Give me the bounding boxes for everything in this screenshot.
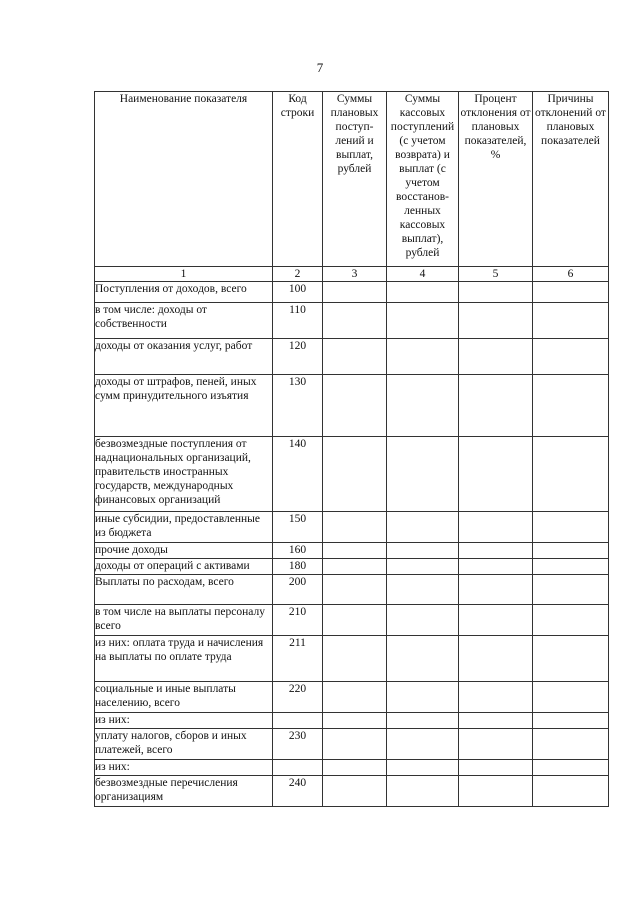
cell-reason (533, 543, 609, 559)
row-name: доходы от штрафов, пеней, иных сумм принудительного изъятия (95, 375, 273, 437)
cell-percent (459, 636, 533, 682)
column-number: 5 (459, 267, 533, 282)
row-code: 120 (273, 339, 323, 375)
cell-cash (387, 375, 459, 437)
cell-cash (387, 636, 459, 682)
header-cash: Суммы кассовых поступлений (с учетом возврата) и выплат (с учетом восстанов-ленных кассовых выплат), рублей (387, 92, 459, 267)
row-code: 200 (273, 575, 323, 605)
table-row (95, 776, 609, 807)
cell-cash (387, 575, 459, 605)
header-deviation-reason: Причины отклонений от плановых показателей (533, 92, 609, 267)
row-code: 160 (273, 543, 323, 559)
row-code: 100 (273, 282, 323, 303)
row-code (273, 760, 323, 776)
row-code: 140 (273, 437, 323, 512)
column-number: 6 (533, 267, 609, 282)
cell-percent (459, 339, 533, 375)
cell-reason (533, 729, 609, 760)
cell-percent (459, 375, 533, 437)
cell-planned (323, 339, 387, 375)
header-code: Код строки (273, 92, 323, 267)
row-name: доходы от оказания услуг, работ (95, 339, 273, 375)
row-code (273, 713, 323, 729)
row-name: из них: оплата труда и начисления на выплаты по оплате труда (95, 636, 273, 682)
cell-cash (387, 713, 459, 729)
row-name: из них: (95, 713, 273, 729)
cell-percent (459, 682, 533, 713)
cell-cash (387, 729, 459, 760)
cell-planned (323, 559, 387, 575)
cell-reason (533, 682, 609, 713)
table-row (95, 375, 609, 437)
cell-cash (387, 437, 459, 512)
cell-cash (387, 303, 459, 339)
table-row (95, 682, 609, 713)
cell-percent (459, 760, 533, 776)
cell-reason (533, 282, 609, 303)
row-code: 210 (273, 605, 323, 636)
row-name: прочие доходы (95, 543, 273, 559)
cell-planned (323, 512, 387, 543)
cell-planned (323, 729, 387, 760)
row-code: 130 (273, 375, 323, 437)
cell-reason (533, 713, 609, 729)
row-name: безвозмездные перечисления организациям (95, 776, 273, 807)
cell-planned (323, 303, 387, 339)
cell-reason (533, 760, 609, 776)
row-code: 220 (273, 682, 323, 713)
table-row (95, 636, 609, 682)
table-row (95, 605, 609, 636)
cell-cash (387, 682, 459, 713)
cell-planned (323, 575, 387, 605)
cell-cash (387, 512, 459, 543)
column-number: 2 (273, 267, 323, 282)
row-code: 240 (273, 776, 323, 807)
cell-planned (323, 776, 387, 807)
cell-planned (323, 282, 387, 303)
cell-percent (459, 303, 533, 339)
row-name: Поступления от доходов, всего (95, 282, 273, 303)
table-row (95, 575, 609, 605)
cell-planned (323, 543, 387, 559)
cell-reason (533, 776, 609, 807)
table-row (95, 303, 609, 339)
cell-reason (533, 559, 609, 575)
row-name: безвозмездные поступления от наднациональных организаций, правительств иностранных государств, международных финансовых организаций (95, 437, 273, 512)
column-number: 3 (323, 267, 387, 282)
cell-reason (533, 636, 609, 682)
row-name: из них: (95, 760, 273, 776)
table-row (95, 559, 609, 575)
cell-percent (459, 282, 533, 303)
cell-planned (323, 713, 387, 729)
cell-percent (459, 713, 533, 729)
table-row (95, 713, 609, 729)
cell-percent (459, 543, 533, 559)
table-row (95, 437, 609, 512)
cell-planned (323, 605, 387, 636)
cell-planned (323, 760, 387, 776)
header-row (95, 92, 609, 267)
row-code: 110 (273, 303, 323, 339)
row-name: в том числе на выплаты персоналу всего (95, 605, 273, 636)
column-number: 1 (95, 267, 273, 282)
cell-cash (387, 776, 459, 807)
cell-cash (387, 760, 459, 776)
cell-cash (387, 282, 459, 303)
cell-percent (459, 605, 533, 636)
row-name: иные субсидии, предоставленные из бюджета (95, 512, 273, 543)
cell-cash (387, 559, 459, 575)
row-code: 211 (273, 636, 323, 682)
row-name: доходы от операций с активами (95, 559, 273, 575)
column-number-row (95, 267, 609, 282)
cell-planned (323, 375, 387, 437)
cell-cash (387, 543, 459, 559)
header-deviation-percent: Процент отклонения от плановых показателей, % (459, 92, 533, 267)
cell-percent (459, 437, 533, 512)
report-table (94, 91, 609, 807)
row-name: в том числе: доходы от собственности (95, 303, 273, 339)
row-code: 230 (273, 729, 323, 760)
cell-planned (323, 636, 387, 682)
cell-planned (323, 682, 387, 713)
cell-percent (459, 559, 533, 575)
row-code: 180 (273, 559, 323, 575)
row-name: Выплаты по расходам, всего (95, 575, 273, 605)
row-code: 150 (273, 512, 323, 543)
header-name: Наименование показателя (95, 92, 273, 267)
table-row (95, 512, 609, 543)
header-planned: Суммы плановых поступ-лений и выплат, рублей (323, 92, 387, 267)
cell-reason (533, 375, 609, 437)
cell-reason (533, 575, 609, 605)
cell-percent (459, 729, 533, 760)
cell-reason (533, 339, 609, 375)
cell-reason (533, 437, 609, 512)
table-row (95, 282, 609, 303)
cell-percent (459, 776, 533, 807)
table-row (95, 729, 609, 760)
cell-reason (533, 605, 609, 636)
cell-cash (387, 605, 459, 636)
cell-reason (533, 303, 609, 339)
column-number: 4 (387, 267, 459, 282)
cell-percent (459, 512, 533, 543)
cell-planned (323, 437, 387, 512)
table-row (95, 339, 609, 375)
page-number: 7 (316, 60, 324, 75)
cell-reason (533, 512, 609, 543)
table-row (95, 543, 609, 559)
cell-cash (387, 339, 459, 375)
row-name: социальные и иные выплаты населению, всего (95, 682, 273, 713)
cell-percent (459, 575, 533, 605)
table-row (95, 760, 609, 776)
row-name: уплату налогов, сборов и иных платежей, всего (95, 729, 273, 760)
